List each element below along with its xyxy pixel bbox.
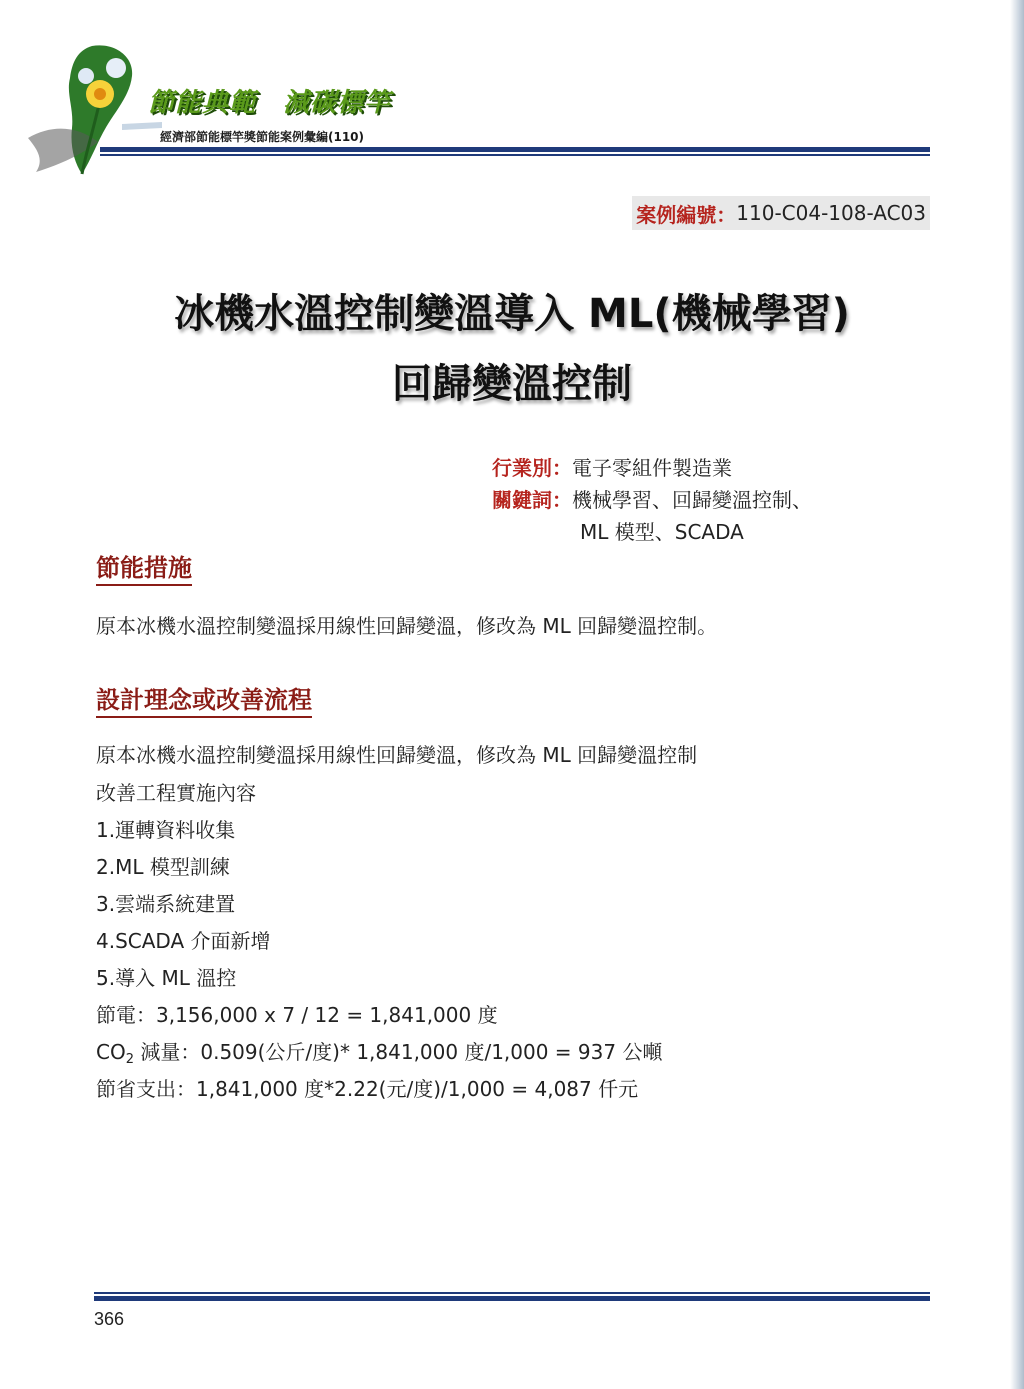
- case-number-value: 110-C04-108-AC03: [736, 201, 926, 225]
- co2-rest: 減量：0.509(公斤/度)* 1,841,000 度/1,000 = 937 公噸: [134, 1040, 663, 1064]
- industry-label: 行業別：: [492, 456, 572, 480]
- co2-prefix: CO: [96, 1040, 126, 1064]
- design-step: 5.導入 ML 溫控: [96, 966, 237, 990]
- case-number-box: [632, 196, 930, 230]
- keywords-label: 關鍵詞：: [492, 488, 572, 512]
- section-heading-design: 設計理念或改善流程: [96, 680, 312, 718]
- page-edge: [1010, 0, 1024, 1389]
- page-title-line2: 回歸變溫控制: [392, 361, 632, 407]
- brand-subtitle: 經濟部節能標竿獎節能案例彙編(110): [160, 130, 365, 144]
- design-step: 1.運轉資料收集: [96, 818, 236, 842]
- cost-savings: 節省支出：1,841,000 度*2.22(元/度)/1,000 = 4,087 仟元: [96, 1077, 639, 1101]
- brand-title: 節能典範 減碳標竿: [148, 88, 392, 118]
- design-line: 原本冰機水溫控制變溫採用線性回歸變溫，修改為 ML 回歸變溫控制: [96, 743, 698, 767]
- keywords-row: [492, 484, 812, 513]
- keywords-value-line1: 機械學習、回歸變溫控制、: [572, 488, 812, 512]
- electricity-saved: 節電：3,156,000 x 7 / 12 = 1,841,000 度: [96, 1003, 498, 1027]
- design-step: 3.雲端系統建置: [96, 892, 236, 916]
- co2-subscript: 2: [125, 1052, 134, 1067]
- design-step: 2.ML 模型訓練: [96, 855, 230, 879]
- header-rule: [100, 147, 930, 152]
- page-title-line1: 冰機水溫控制變溫導入 ML(機械學習): [174, 291, 850, 337]
- section-heading-measures: 節能措施: [96, 548, 192, 586]
- industry-value: 電子零組件製造業: [572, 456, 732, 480]
- footer-rule-thin: [94, 1292, 930, 1294]
- keywords-value-line2: ML 模型、SCADA: [580, 520, 744, 544]
- header-rule-thin: [100, 154, 930, 156]
- design-line: 改善工程實施內容: [96, 781, 256, 805]
- industry-row: [492, 452, 732, 481]
- footer-rule: [94, 1296, 930, 1301]
- co2-reduction: [96, 1036, 662, 1067]
- measures-text: 原本冰機水溫控制變溫採用線性回歸變溫，修改為 ML 回歸變溫控制。: [96, 614, 718, 638]
- case-number-label: 案例編號：: [636, 202, 737, 227]
- design-step: 4.SCADA 介面新增: [96, 929, 271, 953]
- page-number: 366: [94, 1309, 125, 1329]
